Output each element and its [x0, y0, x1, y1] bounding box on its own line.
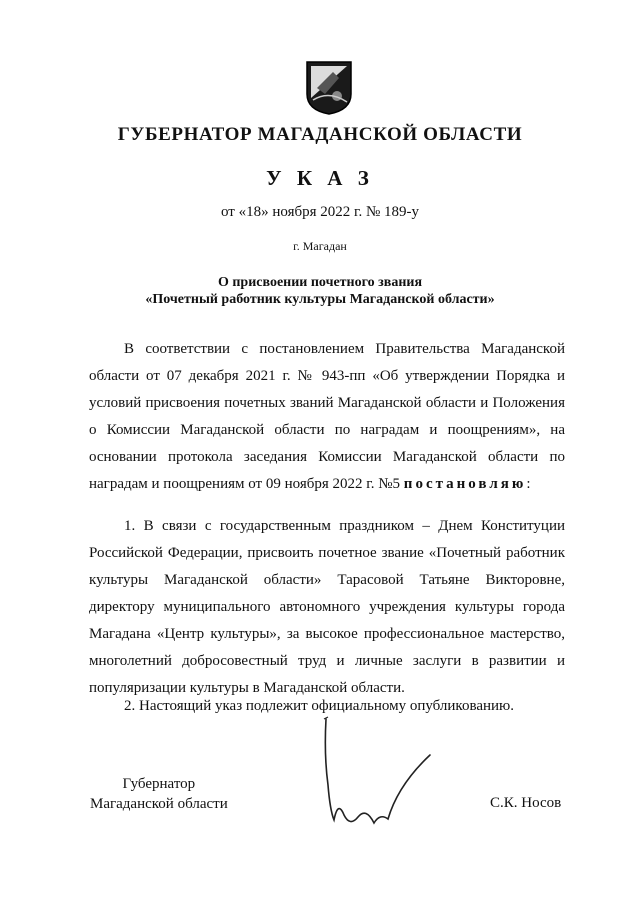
handwritten-signature: [318, 715, 438, 835]
decree-subject: [0, 274, 640, 308]
preamble-paragraph: [89, 336, 565, 498]
resolve-word: постановляю: [403, 476, 527, 492]
magadan-coat-of-arms-emblem: [303, 60, 355, 116]
item-1-text: 1. В связи с государственным праздником – Днем Конституции Российской Федерации, присвоить почетное звание «Почетный работник культуры Магаданской области» Тарасовой Татьяне Викторовне, директору муниципального автономного учреждения культуры города Магадана «Центр культуры», за высокое профессиональное мастерство, многолетний добросовестный труд и личные заслуги в развитии и популяризации культуры в Магаданской области.: [89, 518, 565, 696]
resolve-colon: :: [526, 476, 531, 492]
subject-line-1: О присвоении почетного звания: [217, 275, 423, 290]
signatory-position-line-2: Магаданской области: [90, 796, 228, 812]
decree-city: г. Магадан: [293, 239, 347, 253]
subject-line-2: «Почетный работник культуры Магаданской области»: [145, 292, 495, 307]
signatory-position: [90, 774, 228, 814]
signatory-name: С.К. Носов: [490, 795, 562, 811]
document-type-title: У К А З: [266, 166, 374, 190]
preamble-text: В соответствии с постановлением Правительства Магаданской области от 07 декабря 2021 г. № 943-пп «Об утверждении Порядка и условий присвоения почетных званий Магаданской области и Положения о Комиссии Магаданской области по наградам и поощрениям», на основании протокола заседания Комиссии Магаданской области по наградам и поощрениям от 09 ноября 2022 г. №5: [89, 341, 565, 492]
signatory-position-line-1: Губернатор: [122, 776, 196, 792]
decree-date-number: от «18» ноября 2022 г. № 189-у: [220, 204, 420, 220]
item-2-text: 2. Настоящий указ подлежит официальному опубликованию.: [124, 698, 515, 714]
authority-title: ГУБЕРНАТОР МАГАДАНСКОЙ ОБЛАСТИ: [117, 124, 523, 145]
item-1-paragraph: [89, 513, 565, 702]
